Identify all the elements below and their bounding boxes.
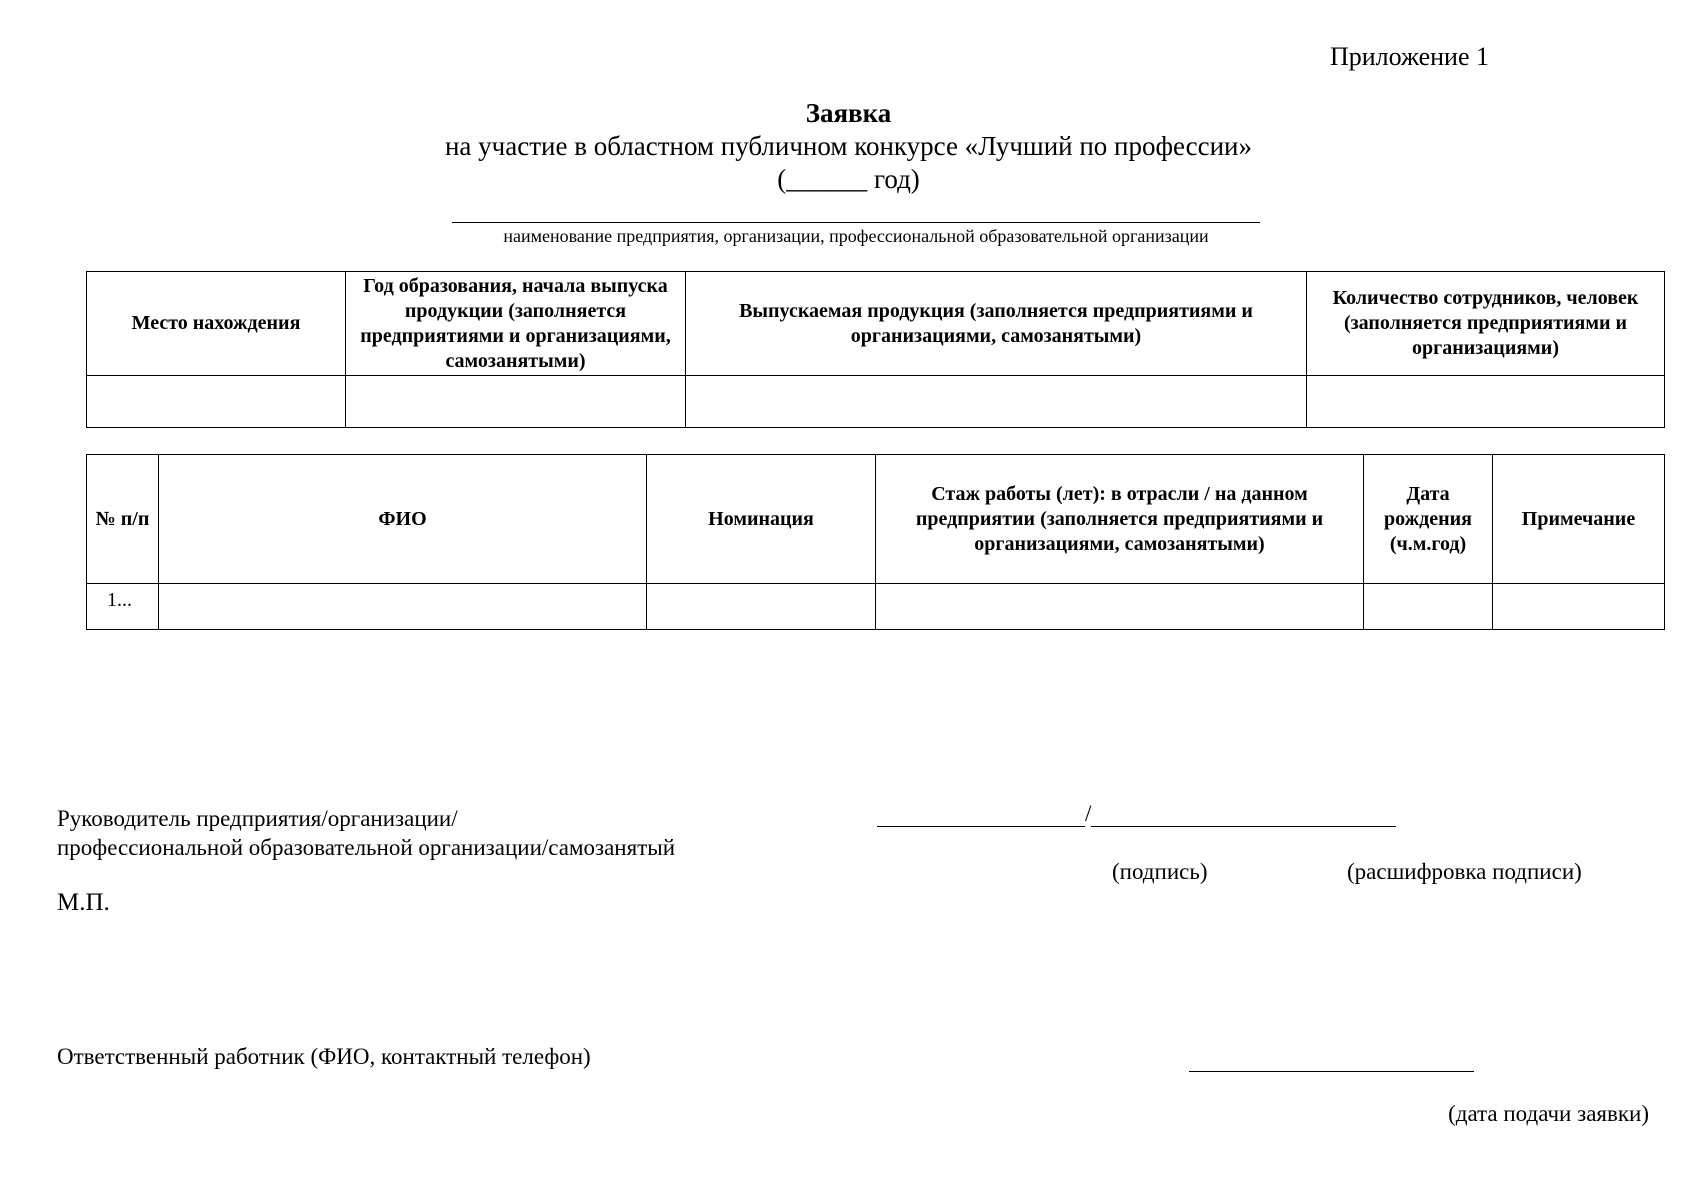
- document-subtitle: на участие в областном публичном конкурсе «Лучший по профессии»: [444, 131, 1253, 161]
- signature-separator: /: [1085, 801, 1092, 826]
- cell-location[interactable]: [87, 376, 346, 428]
- cell-nomination[interactable]: [647, 584, 876, 630]
- cell-employee-count[interactable]: [1307, 376, 1665, 428]
- cell-number[interactable]: 1...: [87, 584, 159, 630]
- signature-caption: (подпись): [1112, 859, 1208, 884]
- cell-work-experience[interactable]: [876, 584, 1364, 630]
- header-birth-date: Дата рождения (ч.м.год): [1364, 455, 1493, 584]
- signature-decode-caption: (расшифровка подписи): [1347, 859, 1582, 884]
- header-employee-count: Количество сотрудников, человек (заполняется предприятиями и организациями): [1307, 272, 1665, 376]
- year-field: (______ год): [777, 164, 920, 194]
- stamp-place-label: М.П.: [57, 889, 110, 916]
- organization-name-line: [452, 222, 1260, 223]
- submission-date-caption: (дата подачи заявки): [1448, 1101, 1649, 1126]
- header-full-name: ФИО: [159, 455, 647, 584]
- submission-date-field[interactable]: [1189, 1071, 1474, 1072]
- header-location: Место нахождения: [87, 272, 346, 376]
- cell-full-name[interactable]: [159, 584, 647, 630]
- participants-table: [86, 454, 1665, 630]
- table-row: [87, 376, 1665, 428]
- header-note: Примечание: [1493, 455, 1665, 584]
- company-table-header-row: [87, 272, 1665, 376]
- cell-birth-date[interactable]: [1364, 584, 1493, 630]
- responsible-employee-label: Ответственный работник (ФИО, контактный телефон): [57, 1044, 591, 1069]
- organization-name-caption: наименование предприятия, организации, профессиональной образовательной организации: [503, 226, 1209, 246]
- document-title: Заявка: [805, 98, 892, 128]
- signature-line: [877, 800, 1396, 827]
- cell-note[interactable]: [1493, 584, 1665, 630]
- head-label-line-1: Руководитель предприятия/организации/: [57, 806, 458, 831]
- table-row: [87, 584, 1665, 630]
- header-products: Выпускаемая продукция (заполняется предприятиями и организациями, самозанятыми): [686, 272, 1307, 376]
- company-info-table: [86, 271, 1665, 428]
- head-label-line-2: профессиональной образовательной организации/самозанятый: [57, 835, 676, 860]
- cell-products[interactable]: [686, 376, 1307, 428]
- appendix-label: Приложение 1: [1329, 42, 1489, 71]
- header-work-experience: Стаж работы (лет): в отрасли / на данном предприятии (заполняется предприятиями и организациями, самозанятыми): [876, 455, 1364, 584]
- header-number: № п/п: [87, 455, 159, 584]
- cell-founding-year[interactable]: [346, 376, 686, 428]
- header-nomination: Номинация: [647, 455, 876, 584]
- signature-decode-field[interactable]: [1091, 800, 1396, 827]
- header-founding-year: Год образования, начала выпуска продукции (заполняется предприятиями и организациями, самозанятыми): [346, 272, 686, 376]
- signature-field[interactable]: [877, 800, 1085, 827]
- head-of-organization-label: [57, 804, 675, 862]
- participants-table-header-row: [87, 455, 1665, 584]
